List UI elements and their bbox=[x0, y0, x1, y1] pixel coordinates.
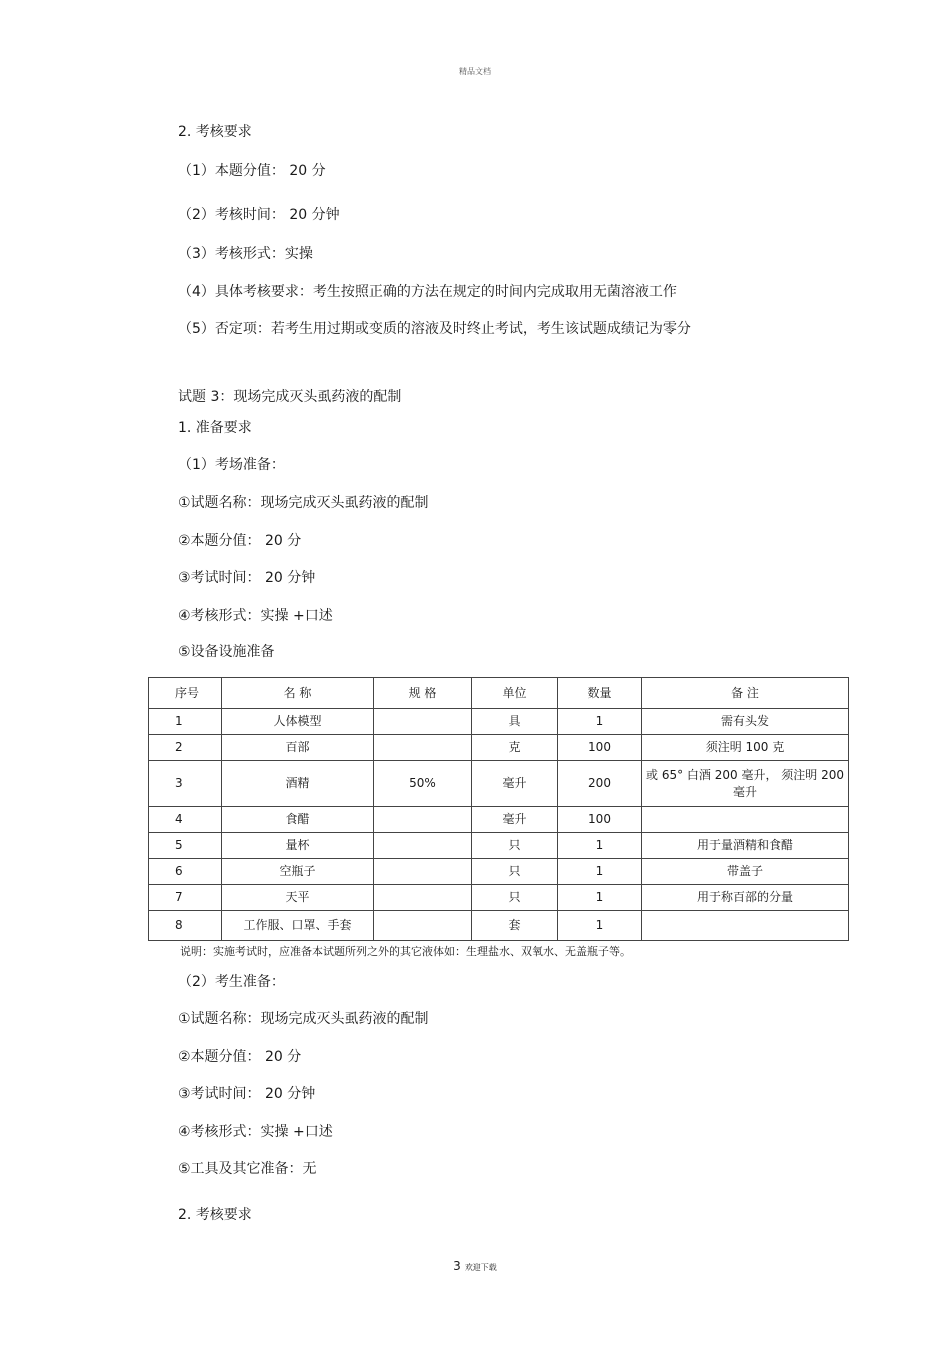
table-cell: 带盖子 bbox=[642, 859, 849, 885]
page-number: 3 bbox=[453, 1259, 461, 1273]
equipment-table bbox=[148, 677, 849, 941]
table-cell: 只 bbox=[472, 859, 558, 885]
table-row bbox=[149, 761, 849, 807]
table-cell bbox=[374, 859, 472, 885]
table-row bbox=[149, 885, 849, 911]
venue-item: ②本题分值： 20 分 bbox=[178, 533, 302, 549]
candidate-item: ③考试时间： 20 分钟 bbox=[178, 1086, 316, 1102]
table-cell: 套 bbox=[472, 911, 558, 941]
table-row bbox=[149, 859, 849, 885]
prep-heading: 1. 准备要求 bbox=[178, 420, 252, 436]
requirement-item: （3）考核形式：实操 bbox=[178, 246, 313, 262]
table-cell: 2 bbox=[149, 735, 222, 761]
table-cell: 4 bbox=[149, 807, 222, 833]
requirement-item: （2）考核时间： 20 分钟 bbox=[178, 207, 340, 223]
table-cell: 6 bbox=[149, 859, 222, 885]
table-row bbox=[149, 709, 849, 735]
requirement-item: （1）本题分值： 20 分 bbox=[178, 163, 326, 179]
table-cell bbox=[642, 911, 849, 941]
table-note: 说明：实施考试时，应准备本试题所列之外的其它液体如：生理盐水、双氧水、无盖瓶子等。 bbox=[180, 945, 631, 958]
exam-title: 试题 3：现场完成灭头虱药液的配制 bbox=[178, 389, 402, 405]
table-cell: 只 bbox=[472, 833, 558, 859]
table-cell bbox=[374, 709, 472, 735]
table-cell: 量杯 bbox=[222, 833, 374, 859]
table-cell: 需有头发 bbox=[642, 709, 849, 735]
table-cell: 1 bbox=[558, 709, 642, 735]
table-cell: 天平 bbox=[222, 885, 374, 911]
table-cell bbox=[374, 911, 472, 941]
footer-text: 欢迎下载 bbox=[464, 1263, 497, 1272]
table-header-cell: 名 称 bbox=[222, 678, 374, 709]
requirement-item: （5）否定项：若考生用过期或变质的溶液及时终止考试，考生该试题成绩记为零分 bbox=[178, 321, 691, 337]
table-header-cell: 序号 bbox=[149, 678, 222, 709]
table-cell: 酒精 bbox=[222, 761, 374, 807]
table-row bbox=[149, 911, 849, 941]
table-header-cell: 单位 bbox=[472, 678, 558, 709]
venue-heading: （1）考场准备： bbox=[178, 457, 285, 473]
table-cell: 3 bbox=[149, 761, 222, 807]
venue-item: ⑤设备设施准备 bbox=[178, 644, 275, 660]
table-cell bbox=[374, 885, 472, 911]
venue-item: ④考核形式：实操 +口述 bbox=[178, 608, 333, 624]
table-cell: 工作服、口罩、手套 bbox=[222, 911, 374, 941]
table-cell: 1 bbox=[558, 833, 642, 859]
table-cell: 1 bbox=[558, 885, 642, 911]
table-row bbox=[149, 833, 849, 859]
table-header-cell: 备 注 bbox=[642, 678, 849, 709]
table-cell: 毫升 bbox=[472, 807, 558, 833]
table-cell: 只 bbox=[472, 885, 558, 911]
table-cell: 1 bbox=[558, 911, 642, 941]
candidate-item: ④考核形式：实操 +口述 bbox=[178, 1124, 333, 1140]
table-header-row bbox=[149, 678, 849, 709]
requirement-item: （4）具体考核要求：考生按照正确的方法在规定的时间内完成取用无菌溶液工作 bbox=[178, 284, 677, 300]
section-heading: 2. 考核要求 bbox=[178, 124, 252, 140]
table-row bbox=[149, 735, 849, 761]
table-cell: 200 bbox=[558, 761, 642, 807]
table-cell: 1 bbox=[558, 859, 642, 885]
table-row bbox=[149, 807, 849, 833]
table-cell: 具 bbox=[472, 709, 558, 735]
candidate-item: ⑤工具及其它准备：无 bbox=[178, 1161, 317, 1177]
table-cell: 须注明 100 克 bbox=[642, 735, 849, 761]
table-cell: 100 bbox=[558, 807, 642, 833]
table-cell: 百部 bbox=[222, 735, 374, 761]
table-header-cell: 规 格 bbox=[374, 678, 472, 709]
table-cell bbox=[374, 807, 472, 833]
table-cell: 空瓶子 bbox=[222, 859, 374, 885]
table-cell: 人体模型 bbox=[222, 709, 374, 735]
table-cell: 用于量酒精和食醋 bbox=[642, 833, 849, 859]
candidate-heading: （2）考生准备： bbox=[178, 974, 285, 990]
venue-item: ①试题名称：现场完成灭头虱药液的配制 bbox=[178, 495, 429, 511]
table-cell: 食醋 bbox=[222, 807, 374, 833]
table-cell: 或 65° 白酒 200 毫升， 须注明 200 毫升 bbox=[642, 761, 849, 807]
page-footer bbox=[0, 1259, 950, 1273]
table-cell bbox=[642, 807, 849, 833]
table-cell bbox=[374, 833, 472, 859]
candidate-item: ①试题名称：现场完成灭头虱药液的配制 bbox=[178, 1011, 429, 1027]
table-cell bbox=[374, 735, 472, 761]
table-cell: 50% bbox=[374, 761, 472, 807]
table-cell: 用于称百部的分量 bbox=[642, 885, 849, 911]
candidate-item: ②本题分值： 20 分 bbox=[178, 1049, 302, 1065]
requirement-heading: 2. 考核要求 bbox=[178, 1207, 252, 1223]
table-cell: 8 bbox=[149, 911, 222, 941]
table-cell: 克 bbox=[472, 735, 558, 761]
table-cell: 5 bbox=[149, 833, 222, 859]
table-header-cell: 数量 bbox=[558, 678, 642, 709]
table-cell: 7 bbox=[149, 885, 222, 911]
table-cell: 1 bbox=[149, 709, 222, 735]
table-cell: 100 bbox=[558, 735, 642, 761]
table-cell: 毫升 bbox=[472, 761, 558, 807]
page-header: 精品文档 bbox=[459, 67, 491, 76]
venue-item: ③考试时间： 20 分钟 bbox=[178, 570, 316, 586]
